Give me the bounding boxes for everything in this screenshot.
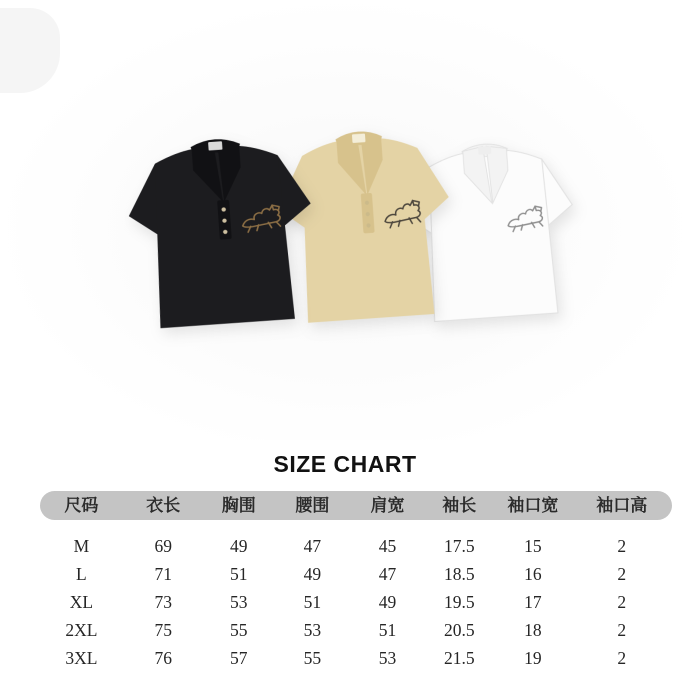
size-label: M xyxy=(73,536,90,556)
column-header-cuff-width: 袖口宽 xyxy=(507,496,559,515)
cell-value: 47 xyxy=(303,536,322,556)
cell-value: 2 xyxy=(617,648,627,668)
cell-value: 17 xyxy=(524,592,542,612)
size-label: 3XL xyxy=(65,648,98,668)
size-row-2xl xyxy=(40,616,672,644)
cell-value: 20.5 xyxy=(443,620,475,640)
cell-value: 53 xyxy=(303,620,322,640)
cell-value: 2 xyxy=(617,564,627,584)
column-header-length: 衣长 xyxy=(146,496,181,515)
cell-value: 2 xyxy=(617,592,627,612)
cell-value: 2 xyxy=(617,536,627,556)
cell-value: 51 xyxy=(303,592,322,612)
column-header-shoulder: 肩宽 xyxy=(370,496,405,515)
black-polo-image xyxy=(105,113,337,343)
cell-value: 19.5 xyxy=(443,592,475,612)
column-header-waist: 腰围 xyxy=(295,496,330,515)
collar-label-tag xyxy=(208,141,222,150)
cell-value: 55 xyxy=(229,620,248,640)
black-polo-shirt xyxy=(105,113,337,343)
cell-value: 17.5 xyxy=(443,536,475,556)
column-header-chest: 胸围 xyxy=(221,496,256,515)
size-label: L xyxy=(76,564,87,584)
cell-value: 45 xyxy=(378,536,397,556)
watermark-smudge xyxy=(0,8,60,93)
cell-value: 16 xyxy=(524,564,542,584)
cell-value: 76 xyxy=(154,648,172,668)
cell-value: 19 xyxy=(524,648,542,668)
cell-value: 18 xyxy=(524,620,542,640)
cell-value: 55 xyxy=(303,648,322,668)
cell-value: 49 xyxy=(378,592,397,612)
cell-value: 47 xyxy=(378,564,397,584)
collar-label-tag xyxy=(478,146,491,155)
size-label: 2XL xyxy=(65,620,98,640)
cell-value: 69 xyxy=(154,536,172,556)
cell-value: 51 xyxy=(378,620,397,640)
column-header-cuff-height: 袖口高 xyxy=(596,496,648,515)
collar-label-tag xyxy=(352,134,366,143)
column-header-sleeve: 袖长 xyxy=(442,496,477,515)
cell-value: 51 xyxy=(229,564,248,584)
size-chart-header-row xyxy=(40,491,672,520)
size-row-xl xyxy=(40,588,672,616)
cell-value: 2 xyxy=(617,620,627,640)
cell-value: 71 xyxy=(154,564,172,584)
cell-value: 73 xyxy=(154,592,172,612)
size-chart-title: SIZE CHART xyxy=(273,451,417,477)
size-row-3xl xyxy=(40,644,672,672)
size-row-m xyxy=(40,532,672,560)
cell-value: 18.5 xyxy=(443,564,475,584)
size-chart-body xyxy=(40,532,672,672)
cell-value: 57 xyxy=(229,648,248,668)
cell-value: 49 xyxy=(229,536,248,556)
cell-value: 53 xyxy=(229,592,248,612)
size-label: XL xyxy=(69,592,94,612)
cell-value: 75 xyxy=(154,620,172,640)
cell-value: 21.5 xyxy=(443,648,475,668)
cell-value: 53 xyxy=(378,648,397,668)
size-row-l xyxy=(40,560,672,588)
cell-value: 49 xyxy=(303,564,322,584)
cell-value: 15 xyxy=(524,536,542,556)
column-header-size: 尺码 xyxy=(64,496,99,515)
